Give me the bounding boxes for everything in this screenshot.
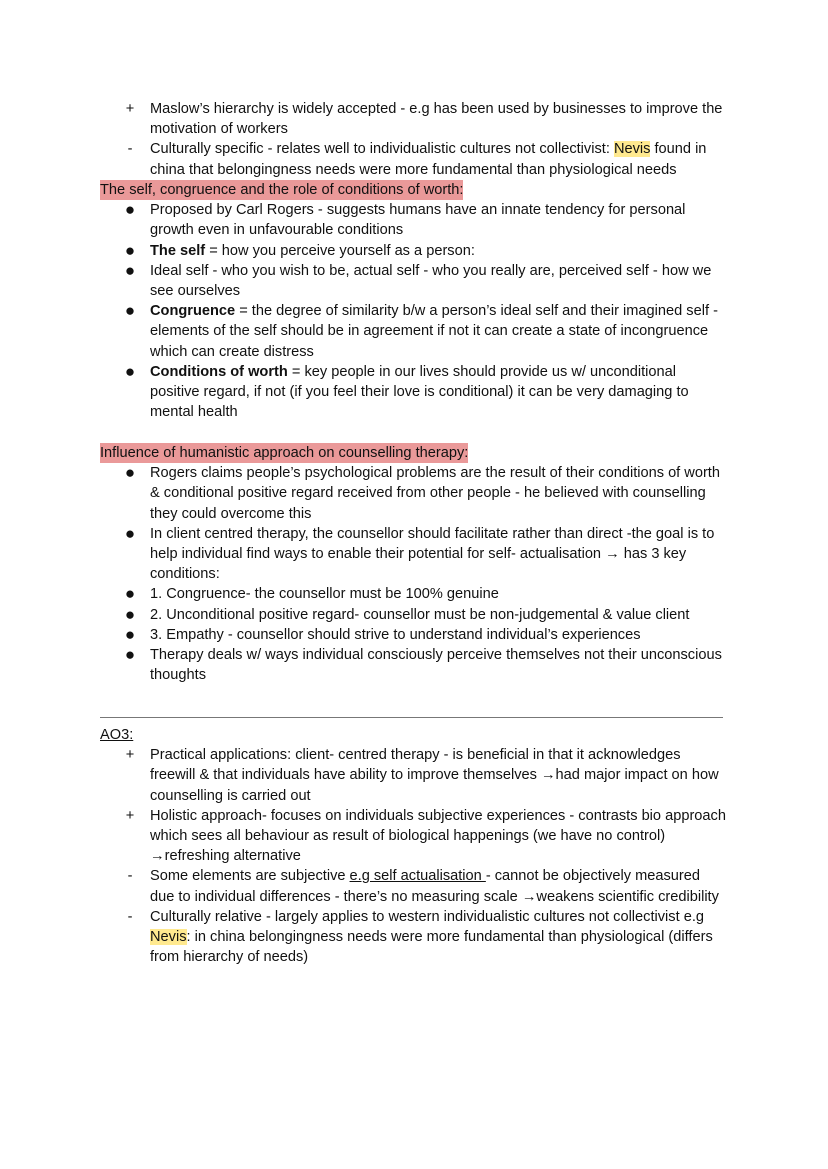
list-item <box>0 745 728 806</box>
bullet-icon: ● <box>124 584 136 604</box>
bullet-icon: ● <box>124 260 136 280</box>
bullet-icon: ● <box>124 200 136 220</box>
item-text-post: - cannot be objectively measured due to individual differences - there’s no measuring scale →weakens scientific credibility <box>150 868 719 905</box>
item-text: Maslow’s hierarchy is widely accepted - e.g has been used by businesses to improve the motivation of workers <box>150 101 723 138</box>
list-item <box>0 524 728 585</box>
item-text: Ideal self - who you wish to be, actual self - who you really are, perceived self - how we see ourselves <box>150 262 712 300</box>
section-heading: AO3: <box>100 727 134 743</box>
bullet-icon: ● <box>124 240 136 260</box>
list-item <box>0 301 728 362</box>
underlined-text: e.g self actualisation <box>349 868 486 885</box>
item-text: Practical applications: client- centred therapy - is beneficial in that it acknowledges freewill & that individuals have ability to improve themselves →had major impact on how counselling is carried out <box>150 747 719 804</box>
plus-marker: + <box>125 747 135 764</box>
highlighted-name: Nevis <box>613 141 651 158</box>
list-item <box>0 241 728 261</box>
bullet-icon: ● <box>124 523 136 543</box>
list-item <box>0 907 728 968</box>
bullet-icon: ● <box>124 361 136 381</box>
section-heading: The self, congruence and the role of conditions of worth: <box>100 180 463 200</box>
minus-marker: - <box>127 908 133 925</box>
item-text: 3. Empathy - counsellor should strive to understand individual’s experiences <box>150 626 641 643</box>
list-item <box>0 362 728 423</box>
list-item <box>0 139 728 179</box>
item-text-post: : in china belongingness needs were more fundamental than physiological (differs from hierarchy of needs) <box>150 929 713 966</box>
item-text: In client centred therapy, the counsellor should facilitate rather than direct -the goal is to help individual find ways to enable their potential for self- actualisation → has 3 key conditions: <box>150 525 715 583</box>
list-item <box>0 99 728 139</box>
item-text: = key people in our lives should provide us w/ unconditional positive regard, if not (if you feel their love is conditional) it can be very damaging to mental health <box>150 363 689 421</box>
section-heading: Influence of humanistic approach on counselling therapy: <box>100 443 468 463</box>
bullet-icon: ● <box>124 645 136 665</box>
highlighted-name: Nevis <box>150 929 187 946</box>
minus-marker: - <box>127 868 133 885</box>
self-congruence-section <box>0 180 828 422</box>
term-bold: Congruence <box>150 303 236 320</box>
bullet-icon: ● <box>124 624 136 644</box>
item-text: = how you perceive yourself as a person: <box>205 242 475 259</box>
list-item <box>0 200 728 240</box>
plus-marker: + <box>125 807 135 824</box>
list-item <box>0 866 728 906</box>
list-item <box>0 625 728 645</box>
item-text: = the degree of similarity b/w a person’s ideal self and their imagined self - elements of the self should be in agreement if not it can create a state of incongruence which can create distress <box>150 303 718 360</box>
list-item <box>0 463 728 524</box>
item-text-pre: Culturally relative - largely applies to western individualistic cultures not collectivist e.g <box>150 908 704 925</box>
item-text-pre: Some elements are subjective <box>150 868 350 885</box>
bullet-icon: ● <box>124 604 136 624</box>
item-text-pre: Culturally specific - relates well to individualistic cultures not collectivist: <box>150 141 614 158</box>
bullet-icon: ● <box>124 463 136 483</box>
horizontal-divider <box>100 717 723 718</box>
item-text: 2. Unconditional positive regard- counsellor must be non-judgemental & value client <box>150 606 690 623</box>
list-item <box>0 261 728 301</box>
item-text: Rogers claims people’s psychological problems are the result of their conditions of worth & conditional positive regard received from other people - he believed with counselling they could overcome this <box>150 465 720 522</box>
plus-marker: + <box>125 101 135 117</box>
term-bold: Conditions of worth <box>150 363 288 380</box>
list-item <box>0 645 728 685</box>
item-text: Proposed by Carl Rogers - suggests humans have an innate tendency for personal growth even in unfavourable conditions <box>150 202 686 239</box>
list-item <box>0 584 728 604</box>
list-item <box>0 605 728 625</box>
item-text-post: found in china that belongingness needs were more fundamental than physiological needs <box>150 141 707 178</box>
bullet-icon: ● <box>124 301 136 321</box>
item-text: Holistic approach- focuses on individuals subjective experiences - contrasts bio approach which sees all behaviour as result of biological happenings (we have no control) →refreshing alternative <box>150 807 726 865</box>
term-bold: The self <box>150 242 206 259</box>
maslow-evaluation-list <box>0 99 828 180</box>
list-item <box>0 806 728 867</box>
item-text: 1. Congruence- the counsellor must be 100% genuine <box>150 586 499 603</box>
minus-marker: - <box>127 141 133 158</box>
ao3-section <box>0 725 828 967</box>
item-text: Therapy deals w/ ways individual consciously perceive themselves not their unconscious thoughts <box>150 647 722 684</box>
counselling-section <box>0 443 828 685</box>
